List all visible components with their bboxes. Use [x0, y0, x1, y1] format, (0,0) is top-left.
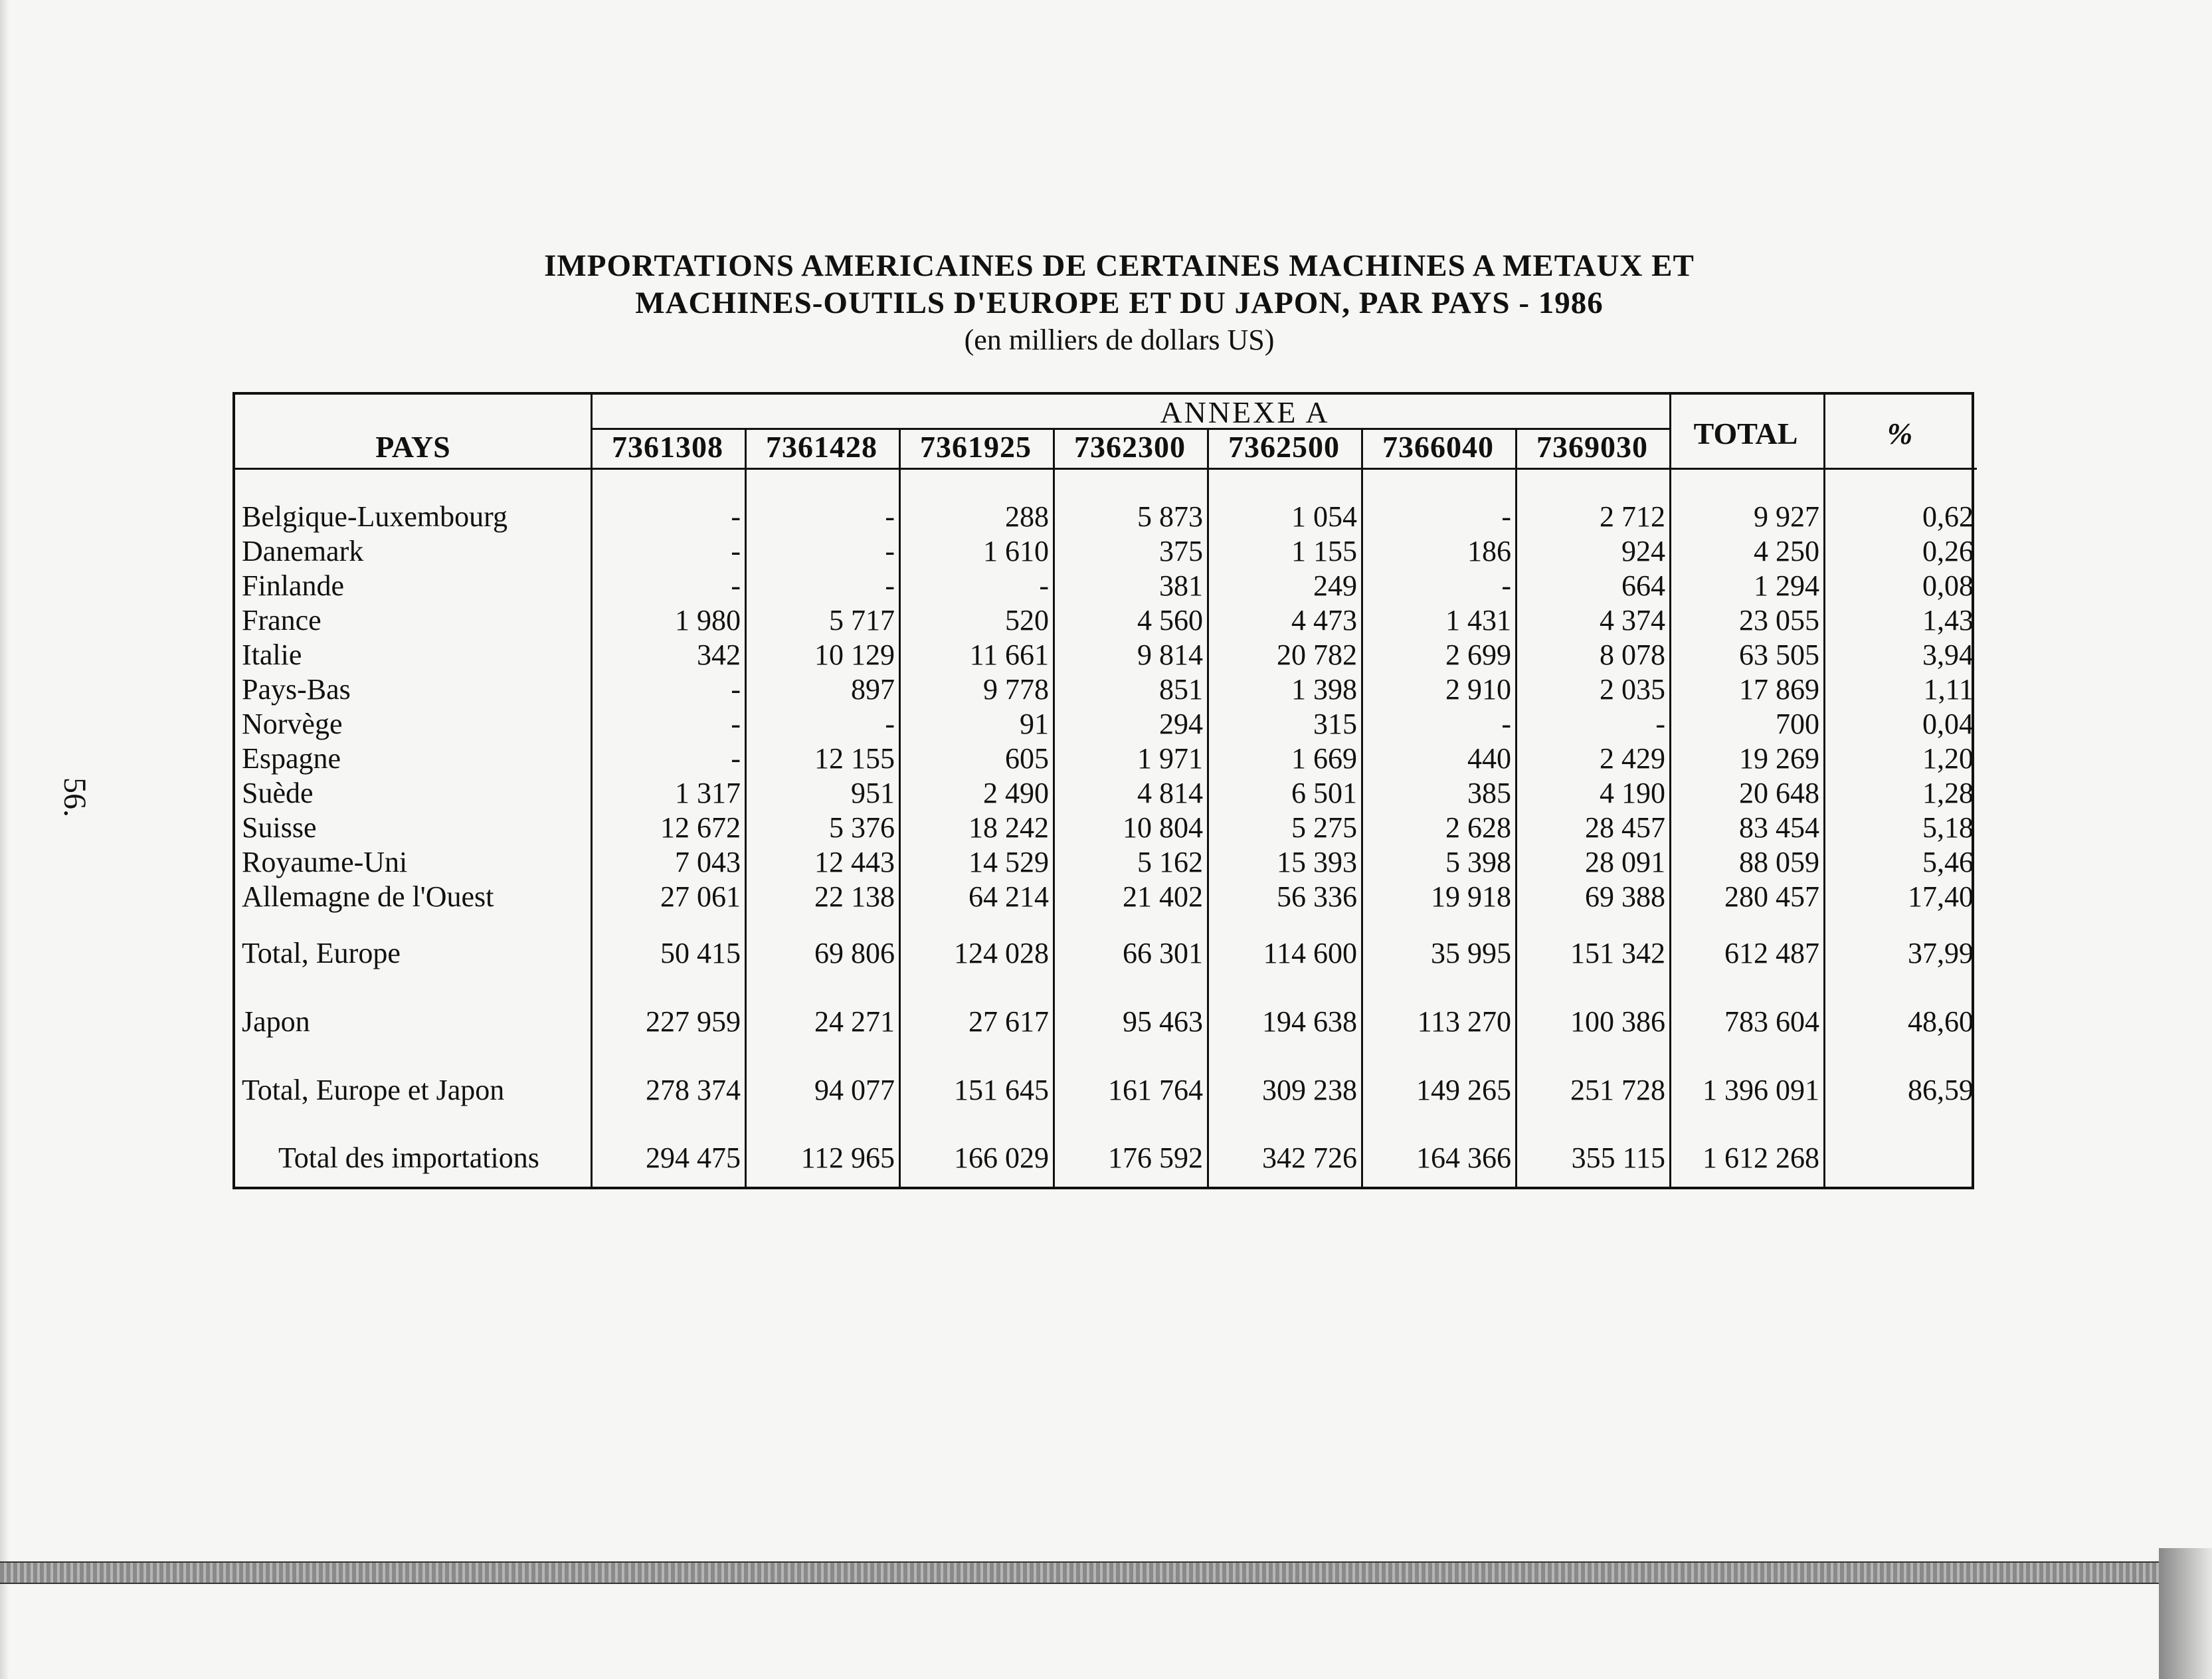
- table-cell: 385: [1467, 777, 1511, 809]
- table-cell: 2 035: [1600, 673, 1665, 706]
- table-cell: 2 490: [983, 777, 1049, 809]
- row-label: France: [242, 604, 322, 637]
- table-cell: -: [885, 535, 895, 567]
- row-label: Japon: [242, 1005, 310, 1038]
- table-cell: 1,43: [1922, 604, 1974, 637]
- table-cell: 2 628: [1445, 811, 1511, 844]
- table-cell: -: [731, 535, 741, 567]
- table-cell: 5 162: [1137, 846, 1203, 878]
- table-cell: 700: [1776, 708, 1819, 740]
- header-code: 7366040: [1382, 430, 1494, 464]
- table-cell: 8 078: [1600, 639, 1665, 671]
- table-cell: 114 600: [1263, 937, 1357, 969]
- table-cell: -: [885, 708, 895, 740]
- row-label: Espagne: [242, 742, 341, 775]
- table-cell: 20 648: [1739, 777, 1819, 809]
- rule-header-bottom: [235, 468, 1977, 470]
- table-cell: -: [731, 500, 741, 533]
- header-code: 7361308: [612, 430, 723, 464]
- table-cell: 227 959: [646, 1005, 741, 1038]
- table-cell: 35 995: [1431, 937, 1511, 969]
- table-cell: 113 270: [1417, 1005, 1511, 1038]
- table-cell: 5 873: [1137, 500, 1203, 533]
- row-label: Pays-Bas: [242, 673, 351, 706]
- table-cell: 342 726: [1262, 1141, 1357, 1174]
- table-cell: 951: [851, 777, 895, 809]
- table-cell: -: [885, 569, 895, 602]
- table-cell: 17,40: [1908, 880, 1974, 913]
- table-cell: 27 061: [660, 880, 741, 913]
- table-cell: 1 294: [1754, 569, 1819, 602]
- table-cell: 15 393: [1277, 846, 1357, 878]
- table-cell: 2 712: [1600, 500, 1665, 533]
- table-cell: 924: [1621, 535, 1665, 567]
- table-cell: 11 661: [969, 639, 1049, 671]
- table-cell: 4 560: [1137, 604, 1203, 637]
- table-cell: 4 250: [1754, 535, 1819, 567]
- table-cell: 381: [1159, 569, 1203, 602]
- table-cell: 851: [1159, 673, 1203, 706]
- table-cell: 4 374: [1600, 604, 1665, 637]
- table-cell: -: [885, 500, 895, 533]
- table-cell: 0,62: [1922, 500, 1974, 533]
- table-cell: 12 672: [660, 811, 741, 844]
- table-cell: 1,20: [1922, 742, 1974, 775]
- table-cell: -: [1655, 708, 1665, 740]
- table-cell: 64 214: [968, 880, 1049, 913]
- table-cell: 1 971: [1137, 742, 1203, 775]
- header-code: 7361428: [766, 430, 877, 464]
- table-cell: 251 728: [1570, 1074, 1665, 1106]
- table-cell: 2 699: [1445, 639, 1511, 671]
- table-cell: 18 242: [968, 811, 1049, 844]
- table-cell: 1 317: [675, 777, 741, 809]
- table-cell: 294: [1159, 708, 1203, 740]
- table-cell: 1 396 091: [1703, 1074, 1819, 1106]
- table-cell: 1 398: [1291, 673, 1357, 706]
- row-label: Suisse: [242, 811, 317, 844]
- table-cell: 1 612 268: [1703, 1141, 1819, 1174]
- table-cell: 28 091: [1585, 846, 1665, 878]
- row-label: Norvège: [242, 708, 343, 740]
- table-cell: 22 138: [814, 880, 895, 913]
- table-cell: 2 910: [1445, 673, 1511, 706]
- table-cell: -: [1501, 708, 1511, 740]
- row-label: Suède: [242, 777, 314, 809]
- table-cell: 0,26: [1922, 535, 1974, 567]
- table-cell: 5,18: [1922, 811, 1974, 844]
- table-cell: 24 271: [814, 1005, 895, 1038]
- table-cell: 194 638: [1262, 1005, 1357, 1038]
- table-cell: 27 617: [968, 1005, 1049, 1038]
- table-cell: 664: [1621, 569, 1665, 602]
- table-cell: 5 376: [829, 811, 895, 844]
- row-label: Total des importations: [278, 1141, 539, 1174]
- table-cell: 0,08: [1922, 569, 1974, 602]
- table-cell: 1,11: [1923, 673, 1974, 706]
- table-cell: 86,59: [1908, 1074, 1974, 1106]
- table-cell: 91: [1020, 708, 1049, 740]
- table-cell: 520: [1005, 604, 1049, 637]
- table-cell: 9 927: [1754, 500, 1819, 533]
- page-number: 56.: [57, 777, 92, 817]
- table-cell: 375: [1159, 535, 1203, 567]
- table-cell: -: [1501, 569, 1511, 602]
- table-cell: 1 431: [1445, 604, 1511, 637]
- subtitle: (en milliers de dollars US): [964, 324, 1275, 356]
- table-cell: 1,28: [1922, 777, 1974, 809]
- title-block: [372, 247, 1867, 359]
- table-cell: 288: [1005, 500, 1049, 533]
- table-cell: 280 457: [1724, 880, 1819, 913]
- title-line-2: MACHINES-OUTILS D'EUROPE ET DU JAPON, PAR PAYS - 1986: [635, 286, 1604, 320]
- table-cell: 88 059: [1739, 846, 1819, 878]
- table-cell: 4 473: [1291, 604, 1357, 637]
- row-label: Royaume-Uni: [242, 846, 408, 878]
- table-cell: 66 301: [1123, 937, 1203, 969]
- table-cell: 4 190: [1600, 777, 1665, 809]
- table-cell: 315: [1313, 708, 1357, 740]
- table-cell: 1 155: [1291, 535, 1357, 567]
- scan-edge: [0, 0, 9, 1679]
- header-code: 7369030: [1536, 430, 1648, 464]
- scan-edge-shadow: [2159, 1548, 2212, 1679]
- table-cell: -: [1501, 500, 1511, 533]
- table-cell: 17 869: [1739, 673, 1819, 706]
- table-cell: -: [731, 569, 741, 602]
- row-label: Danemark: [242, 535, 364, 567]
- table-cell: 1 610: [983, 535, 1049, 567]
- table-cell: 63 505: [1739, 639, 1819, 671]
- header-annexe: ANNEXE A: [1160, 395, 1330, 429]
- table-cell: 0,04: [1922, 708, 1974, 740]
- table-cell: 355 115: [1571, 1141, 1665, 1174]
- table-cell: 83 454: [1739, 811, 1819, 844]
- table-cell: -: [731, 673, 741, 706]
- table-cell: 164 366: [1416, 1141, 1511, 1174]
- table-cell: 5,46: [1922, 846, 1974, 878]
- row-label: Italie: [242, 639, 302, 671]
- table-cell: 9 814: [1137, 639, 1203, 671]
- scan-binding-band: [0, 1561, 2172, 1584]
- table-cell: 3,94: [1922, 639, 1974, 671]
- table-cell: 2 429: [1600, 742, 1665, 775]
- table-cell: 897: [851, 673, 895, 706]
- table-cell: 94 077: [814, 1074, 895, 1106]
- table-cell: 309 238: [1262, 1074, 1357, 1106]
- table-cell: 5 275: [1291, 811, 1357, 844]
- data-table: [232, 392, 1974, 1189]
- table-cell: 783 604: [1724, 1005, 1819, 1038]
- table-cell: 176 592: [1108, 1141, 1203, 1174]
- table-cell: 186: [1467, 535, 1511, 567]
- table-cell: 7 043: [675, 846, 741, 878]
- table-cell: 9 778: [983, 673, 1049, 706]
- header-code: 7362500: [1228, 430, 1340, 464]
- table-cell: 20 782: [1277, 639, 1357, 671]
- table-cell: 278 374: [646, 1074, 741, 1106]
- table-cell: 95 463: [1123, 1005, 1203, 1038]
- table-cell: -: [731, 742, 741, 775]
- header-pays: PAYS: [375, 430, 450, 464]
- table-cell: 50 415: [660, 937, 741, 969]
- table-cell: 151 645: [954, 1074, 1049, 1106]
- table-cell: 440: [1467, 742, 1511, 775]
- table-cell: 6 501: [1291, 777, 1357, 809]
- table-cell: 12 155: [814, 742, 895, 775]
- table-cell: 1 669: [1291, 742, 1357, 775]
- table-cell: 56 336: [1277, 880, 1357, 913]
- table-cell: 10 129: [814, 639, 895, 671]
- header-percent: %: [1887, 417, 1913, 450]
- row-label: Belgique-Luxembourg: [242, 500, 507, 533]
- row-label: Total, Europe et Japon: [242, 1074, 505, 1106]
- row-label: Total, Europe: [242, 937, 401, 969]
- table-cell: 166 029: [954, 1141, 1049, 1174]
- table-cell: 605: [1005, 742, 1049, 775]
- table-cell: 5 398: [1445, 846, 1511, 878]
- table-cell: 23 055: [1739, 604, 1819, 637]
- table-cell: 69 806: [814, 937, 895, 969]
- table-cell: 28 457: [1585, 811, 1665, 844]
- header-code: 7361925: [920, 430, 1032, 464]
- table-cell: 12 443: [814, 846, 895, 878]
- table-cell: 21 402: [1123, 880, 1203, 913]
- table-cell: 19 918: [1431, 880, 1511, 913]
- table-cell: 19 269: [1739, 742, 1819, 775]
- table-cell: 612 487: [1724, 937, 1819, 969]
- table-cell: 4 814: [1137, 777, 1203, 809]
- table-cell: 294 475: [646, 1141, 741, 1174]
- table-cell: 149 265: [1416, 1074, 1511, 1106]
- row-label: Finlande: [242, 569, 344, 602]
- table-cell: -: [731, 708, 741, 740]
- table-cell: 10 804: [1123, 811, 1203, 844]
- table-cell: 48,60: [1908, 1005, 1974, 1038]
- table-cell: 161 764: [1108, 1074, 1203, 1106]
- table-cell: 151 342: [1570, 937, 1665, 969]
- table-cell: 112 965: [800, 1141, 895, 1174]
- table-cell: 14 529: [968, 846, 1049, 878]
- table-cell: 249: [1313, 569, 1357, 602]
- table-cell: 69 388: [1585, 880, 1665, 913]
- table-cell: 1 054: [1291, 500, 1357, 533]
- header-total: TOTAL: [1693, 417, 1798, 450]
- table-cell: 5 717: [829, 604, 895, 637]
- table-cell: 1 980: [675, 604, 741, 637]
- table-cell: -: [1039, 569, 1049, 602]
- row-label: Allemagne de l'Ouest: [242, 880, 494, 913]
- table-cell: 124 028: [954, 937, 1049, 969]
- header-code: 7362300: [1074, 430, 1186, 464]
- table-cell: 37,99: [1908, 937, 1974, 969]
- table-cell: 342: [697, 639, 741, 671]
- title-line-1: IMPORTATIONS AMERICAINES DE CERTAINES MACHINES A METAUX ET: [544, 248, 1695, 283]
- table-cell: 100 386: [1570, 1005, 1665, 1038]
